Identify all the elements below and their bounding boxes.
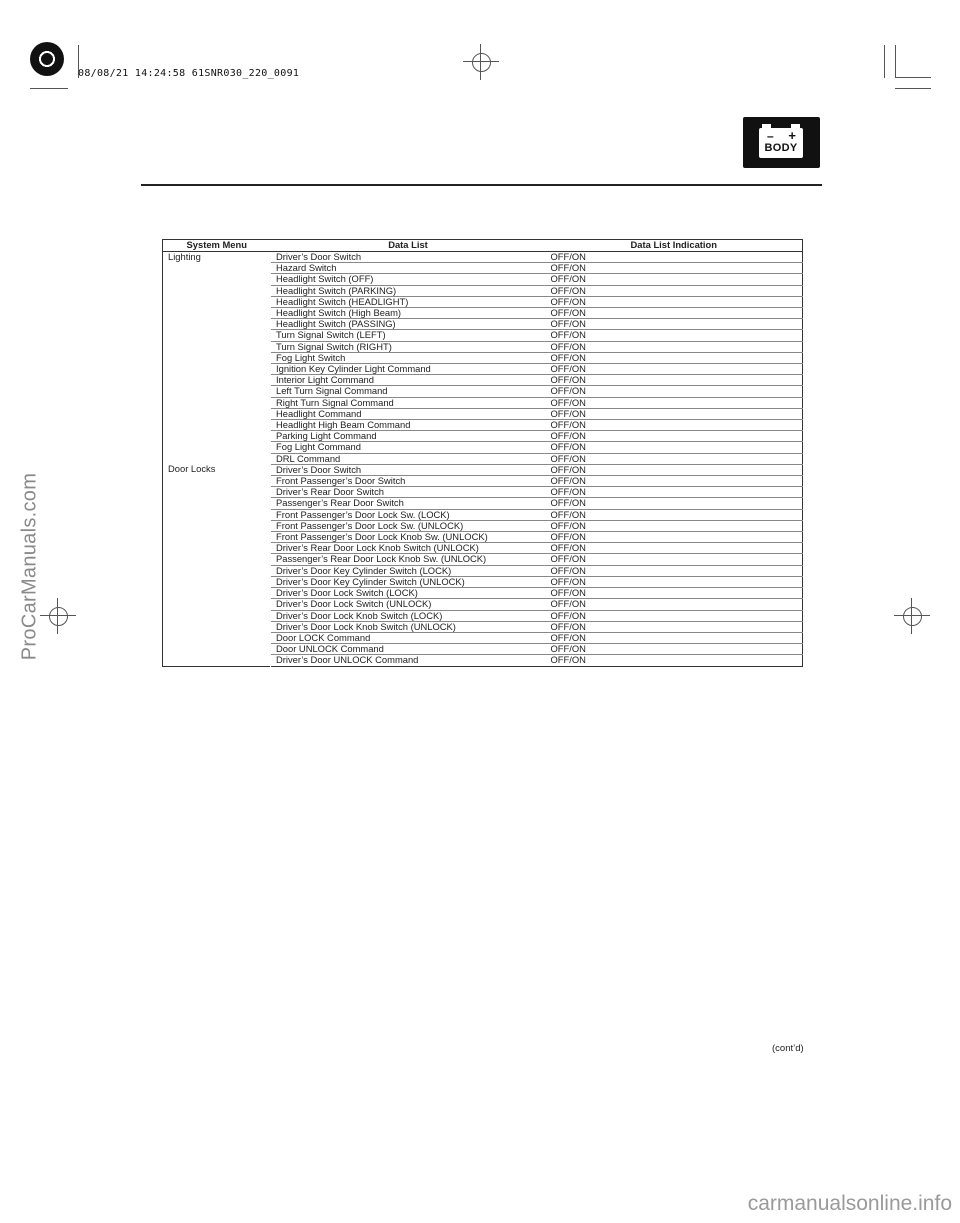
indication-cell: OFF/ON <box>546 588 803 599</box>
table-row <box>163 274 803 285</box>
system-menu-cell-empty <box>163 386 271 397</box>
data-list-cell: Driver’s Rear Door Switch <box>271 487 546 498</box>
indication-cell: OFF/ON <box>546 375 803 386</box>
indication-cell: OFF/ON <box>546 397 803 408</box>
system-menu-cell-empty <box>163 509 271 520</box>
crop-mark <box>895 88 931 89</box>
system-menu-cell-empty <box>163 408 271 419</box>
data-list-cell: Driver’s Rear Door Lock Knob Switch (UNLOCK) <box>271 543 546 554</box>
data-list-cell: Driver’s Door Lock Switch (UNLOCK) <box>271 599 546 610</box>
indication-cell: OFF/ON <box>546 498 803 509</box>
table-row <box>163 386 803 397</box>
indication-cell: OFF/ON <box>546 520 803 531</box>
indication-cell: OFF/ON <box>546 610 803 621</box>
header-rule <box>141 184 822 186</box>
table-row <box>163 341 803 352</box>
data-list-cell: Headlight Switch (PASSING) <box>271 319 546 330</box>
system-menu-cell-empty <box>163 352 271 363</box>
data-list-cell: Headlight High Beam Command <box>271 420 546 431</box>
indication-cell: OFF/ON <box>546 274 803 285</box>
table-body <box>163 252 803 667</box>
data-list-cell: Driver’s Door Lock Knob Switch (UNLOCK) <box>271 621 546 632</box>
table-row <box>163 610 803 621</box>
table-row <box>163 655 803 666</box>
registration-cross-icon <box>463 44 499 80</box>
system-menu-cell-empty <box>163 341 271 352</box>
system-menu-cell-empty <box>163 397 271 408</box>
indication-cell: OFF/ON <box>546 252 803 263</box>
indication-cell: OFF/ON <box>546 442 803 453</box>
data-list-cell: Headlight Command <box>271 408 546 419</box>
battery-plus-sign: + <box>788 128 796 143</box>
table-row <box>163 308 803 319</box>
data-list-cell: Turn Signal Switch (LEFT) <box>271 330 546 341</box>
system-menu-cell-empty <box>163 655 271 666</box>
indication-cell: OFF/ON <box>546 543 803 554</box>
system-menu-cell-empty <box>163 621 271 632</box>
system-menu-cell-empty <box>163 644 271 655</box>
data-list-cell: Fog Light Command <box>271 442 546 453</box>
crop-mark <box>30 88 68 89</box>
data-list-cell: Front Passenger’s Door Switch <box>271 476 546 487</box>
badge-label: BODY <box>764 142 798 154</box>
side-watermark: ProCarManuals.com <box>18 472 41 661</box>
system-menu-cell-empty <box>163 319 271 330</box>
table-row <box>163 632 803 643</box>
table-row <box>163 487 803 498</box>
body-section-badge <box>743 117 820 168</box>
table-row <box>163 498 803 509</box>
system-menu-cell-empty <box>163 632 271 643</box>
crop-mark <box>895 45 896 78</box>
system-menu-cell-empty <box>163 487 271 498</box>
data-list-cell: DRL Command <box>271 453 546 464</box>
system-menu-cell: Door Locks <box>168 463 216 475</box>
indication-cell: OFF/ON <box>546 408 803 419</box>
table-row <box>163 644 803 655</box>
system-menu-cell-empty <box>163 576 271 587</box>
registration-target-icon <box>30 42 64 76</box>
system-menu-cell-empty <box>163 599 271 610</box>
indication-cell: OFF/ON <box>546 644 803 655</box>
indication-cell: OFF/ON <box>546 431 803 442</box>
data-list-cell: Headlight Switch (High Beam) <box>271 308 546 319</box>
system-menu-cell-empty <box>163 420 271 431</box>
crop-mark <box>884 45 885 78</box>
indication-cell: OFF/ON <box>546 308 803 319</box>
indication-cell: OFF/ON <box>546 487 803 498</box>
indication-cell: OFF/ON <box>546 599 803 610</box>
table-row <box>163 453 803 464</box>
system-menu-cell-empty <box>163 476 271 487</box>
system-menu-cell-empty <box>163 588 271 599</box>
data-list-cell: Driver’s Door Switch <box>271 252 546 263</box>
system-menu-cell-empty <box>163 364 271 375</box>
table-row <box>163 565 803 576</box>
system-menu-cell-empty <box>163 498 271 509</box>
indication-cell: OFF/ON <box>546 565 803 576</box>
indication-cell: OFF/ON <box>546 263 803 274</box>
indication-cell: OFF/ON <box>546 420 803 431</box>
indication-cell: OFF/ON <box>546 352 803 363</box>
data-list-cell: Driver’s Door Lock Switch (LOCK) <box>271 588 546 599</box>
indication-cell: OFF/ON <box>546 364 803 375</box>
indication-cell: OFF/ON <box>546 509 803 520</box>
data-list-cell: Hazard Switch <box>271 263 546 274</box>
data-list-cell: Passenger’s Rear Door Switch <box>271 498 546 509</box>
table-row <box>163 263 803 274</box>
system-menu-cell-empty <box>163 543 271 554</box>
data-list-cell: Driver’s Door Switch <box>271 464 546 475</box>
data-list-cell: Door UNLOCK Command <box>271 644 546 655</box>
indication-cell: OFF/ON <box>546 632 803 643</box>
table-row <box>163 576 803 587</box>
registration-cross-icon <box>40 598 76 634</box>
indication-cell: OFF/ON <box>546 532 803 543</box>
table-row <box>163 621 803 632</box>
data-list-cell: Front Passenger’s Door Lock Knob Sw. (UNLOCK) <box>271 532 546 543</box>
data-list-cell: Turn Signal Switch (RIGHT) <box>271 341 546 352</box>
indication-cell: OFF/ON <box>546 319 803 330</box>
system-menu-cell-empty <box>163 263 271 274</box>
indication-cell: OFF/ON <box>546 576 803 587</box>
table-row <box>163 319 803 330</box>
system-menu-cell: Lighting <box>168 251 201 262</box>
data-list-cell: Right Turn Signal Command <box>271 397 546 408</box>
data-list-cell: Driver’s Door Key Cylinder Switch (LOCK) <box>271 565 546 576</box>
indication-cell: OFF/ON <box>546 621 803 632</box>
system-menu-cell-empty <box>163 565 271 576</box>
registration-cross-icon <box>894 598 930 634</box>
table-row <box>163 588 803 599</box>
indication-cell: OFF/ON <box>546 464 803 475</box>
table-row <box>163 408 803 419</box>
system-menu-cell-empty <box>163 532 271 543</box>
table-row <box>163 599 803 610</box>
crop-mark <box>895 77 931 78</box>
header-data-list-indication: Data List Indication <box>546 240 803 252</box>
data-list-cell: Headlight Switch (PARKING) <box>271 285 546 296</box>
table-row <box>163 532 803 543</box>
indication-cell: OFF/ON <box>546 341 803 352</box>
table-row <box>163 464 803 475</box>
data-list-cell: Ignition Key Cylinder Light Command <box>271 364 546 375</box>
table-row <box>163 442 803 453</box>
table-row <box>163 554 803 565</box>
system-menu-cell-empty <box>163 442 271 453</box>
header-system-menu: System Menu <box>163 240 271 252</box>
system-menu-cell-empty <box>163 520 271 531</box>
data-list-cell: Front Passenger’s Door Lock Sw. (UNLOCK) <box>271 520 546 531</box>
table-row <box>163 543 803 554</box>
data-list-cell: Interior Light Command <box>271 375 546 386</box>
data-list-cell: Driver’s Door Key Cylinder Switch (UNLOCK) <box>271 576 546 587</box>
data-list-cell: Headlight Switch (HEADLIGHT) <box>271 296 546 307</box>
data-list-cell: Headlight Switch (OFF) <box>271 274 546 285</box>
table-row <box>163 509 803 520</box>
indication-cell: OFF/ON <box>546 285 803 296</box>
system-menu-cell-empty <box>163 274 271 285</box>
data-list-cell: Passenger’s Rear Door Lock Knob Sw. (UNLOCK) <box>271 554 546 565</box>
indication-cell: OFF/ON <box>546 330 803 341</box>
data-list-cell: Left Turn Signal Command <box>271 386 546 397</box>
system-menu-cell-empty <box>163 330 271 341</box>
system-menu-cell-empty <box>163 431 271 442</box>
system-menu-cell-empty <box>163 375 271 386</box>
table-row <box>163 252 803 263</box>
system-menu-cell-empty <box>163 610 271 621</box>
data-list-cell: Door LOCK Command <box>271 632 546 643</box>
indication-cell: OFF/ON <box>546 476 803 487</box>
table-row <box>163 375 803 386</box>
data-list-cell: Parking Light Command <box>271 431 546 442</box>
table-row <box>163 420 803 431</box>
table-row <box>163 476 803 487</box>
indication-cell: OFF/ON <box>546 554 803 565</box>
battery-icon <box>759 128 803 158</box>
table-row <box>163 364 803 375</box>
data-list-cell: Fog Light Switch <box>271 352 546 363</box>
table-row <box>163 520 803 531</box>
table-row <box>163 296 803 307</box>
continued-label: (cont’d) <box>772 1043 804 1054</box>
indication-cell: OFF/ON <box>546 453 803 464</box>
data-list-table <box>162 239 803 667</box>
data-list-cell: Driver’s Door UNLOCK Command <box>276 654 419 666</box>
indication-cell: OFF/ON <box>546 296 803 307</box>
system-menu-cell-empty <box>163 554 271 565</box>
print-stamp: 08/08/21 14:24:58 61SNR030_220_0091 <box>78 68 300 79</box>
system-menu-cell-empty <box>163 285 271 296</box>
footer-watermark: carmanualsonline.info <box>747 1192 952 1215</box>
system-menu-cell-empty <box>163 308 271 319</box>
table-row <box>163 285 803 296</box>
header-data-list: Data List <box>271 240 546 252</box>
data-list-cell: Front Passenger’s Door Lock Sw. (LOCK) <box>271 509 546 520</box>
table-row <box>163 330 803 341</box>
table-header-row <box>163 240 803 252</box>
indication-cell: OFF/ON <box>546 386 803 397</box>
system-menu-cell-empty <box>163 296 271 307</box>
battery-minus-sign: – <box>767 129 774 143</box>
indication-cell: OFF/ON <box>550 654 586 666</box>
table-row <box>163 397 803 408</box>
table-row <box>163 352 803 363</box>
table-row <box>163 431 803 442</box>
data-list-cell: Driver’s Door Lock Knob Switch (LOCK) <box>271 610 546 621</box>
